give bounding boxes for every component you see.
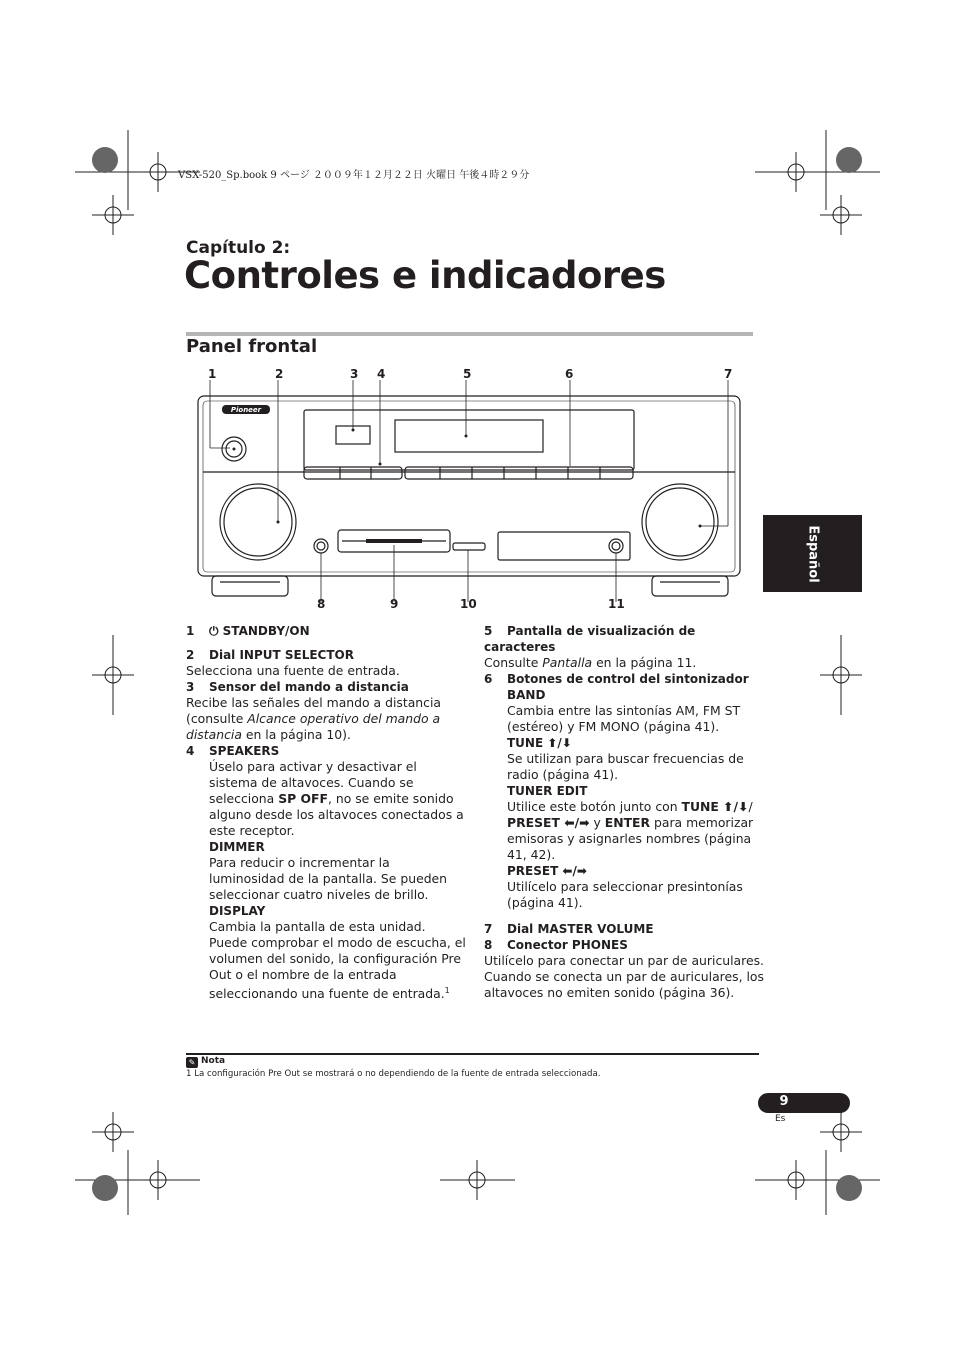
- display-title: DISPLAY: [209, 904, 266, 918]
- print-header: VSX-520_Sp.book 9 ページ ２００９年１２月２２日 火曜日 午後４時２９分: [178, 170, 530, 181]
- item-number: 5: [484, 624, 493, 638]
- item-speakers-text: Úselo para activar y desactivar el sistema de altavoces. Cuando se selecciona SP OFF, no se emite sonido alguno desde los altavoces conectados a este receptor.: [209, 759, 464, 838]
- callout-11: 11: [608, 597, 625, 611]
- preset-title: PRESET ⬅/➡: [507, 864, 587, 878]
- column-right: [484, 623, 764, 1001]
- display-text: Cambia la pantalla de esta unidad. Puede comprobar el modo de escucha, el volumen del sonido, la configuración Pre Out o el nombre de la entrada seleccionando una fuente de entrada.$^1$: [209, 919, 466, 1002]
- language-tab-label: Español: [805, 524, 820, 583]
- tuner-edit-text: Utilice este botón junto con TUNE ⬆/⬇/ PRESET ⬅/➡ y ENTER para memorizar emisoras y asignarles nombres (página 41, 42).: [507, 799, 754, 862]
- tune-title: TUNE ⬆/⬇: [507, 736, 572, 750]
- note-heading: ✎ Nota: [186, 1056, 225, 1068]
- item-number: 8: [484, 938, 493, 952]
- callout-6: 6: [565, 367, 574, 381]
- item-number: 1: [186, 624, 195, 638]
- chapter-label: Capítulo 2:: [186, 238, 291, 258]
- item-speakers-title: SPEAKERS: [209, 744, 280, 758]
- item-input-selector-title: Dial INPUT SELECTOR: [209, 648, 354, 662]
- callout-10: 10: [460, 597, 477, 611]
- callout-5: 5: [463, 367, 472, 381]
- item-number: 3: [186, 680, 195, 694]
- callout-1: 1: [208, 367, 217, 381]
- item-number: 4: [186, 744, 195, 758]
- page-title: Controles e indicadores: [184, 254, 666, 297]
- item-phones-title: Conector PHONES: [507, 938, 628, 952]
- item-phones-text: Utilícelo para conectar un par de auriculares. Cuando se conecta un par de auriculares, los altavoces no emiten sonido (página 36).: [484, 953, 764, 1000]
- item-input-selector-text: Selecciona una fuente de entrada.: [186, 663, 400, 678]
- front-panel-diagram: [190, 380, 750, 602]
- note-text: 1 La configuración Pre Out se mostrará o no dependiendo de la fuente de entrada seleccionada.: [186, 1069, 601, 1079]
- item-display-screen-text: Consulte Pantalla en la página 11.: [484, 655, 697, 670]
- item-remote-sensor-title: Sensor del mando a distancia: [209, 680, 409, 694]
- item-standby-title: ⏻ STANDBY/ON: [209, 624, 310, 638]
- callout-4: 4: [377, 367, 386, 381]
- item-number: 6: [484, 672, 493, 686]
- note-rule: [186, 1053, 759, 1055]
- band-title: BAND: [507, 688, 546, 702]
- callout-8: 8: [317, 597, 326, 611]
- pencil-icon: ✎: [186, 1057, 198, 1068]
- band-text: Cambia entre las sintonías AM, FM ST (estéreo) y FM MONO (página 41).: [507, 703, 741, 734]
- language-tab: [763, 515, 862, 592]
- item-tuner-buttons-title: Botones de control del sintonizador: [507, 672, 749, 686]
- preset-text: Utilícelo para seleccionar presintonías (página 41).: [507, 879, 743, 910]
- callout-9: 9: [390, 597, 399, 611]
- callout-2: 2: [275, 367, 284, 381]
- item-remote-sensor-text: Recibe las señales del mando a distancia (consulte Alcance operativo del mando a distancia en la página 10).: [186, 695, 441, 742]
- callout-7: 7: [724, 367, 733, 381]
- item-number: 7: [484, 922, 493, 936]
- item-display-screen-title: Pantalla de visualización de caracteres: [484, 624, 696, 654]
- page-language: Es: [775, 1114, 786, 1124]
- pioneer-logo: Pioneer: [230, 406, 262, 414]
- item-master-volume-title: Dial MASTER VOLUME: [507, 922, 654, 936]
- dimmer-text: Para reducir o incrementar la luminosidad de la pantalla. Se pueden seleccionar cuatro niveles de brillo.: [209, 855, 448, 902]
- dimmer-title: DIMMER: [209, 840, 265, 854]
- column-left: [186, 623, 466, 1002]
- page-number: 9: [779, 1094, 789, 1109]
- callout-3: 3: [350, 367, 359, 381]
- section-heading: Panel frontal: [186, 336, 318, 357]
- tuner-edit-title: TUNER EDIT: [507, 784, 588, 798]
- item-number: 2: [186, 648, 195, 662]
- tune-text: Se utilizan para buscar frecuencias de radio (página 41).: [507, 751, 744, 782]
